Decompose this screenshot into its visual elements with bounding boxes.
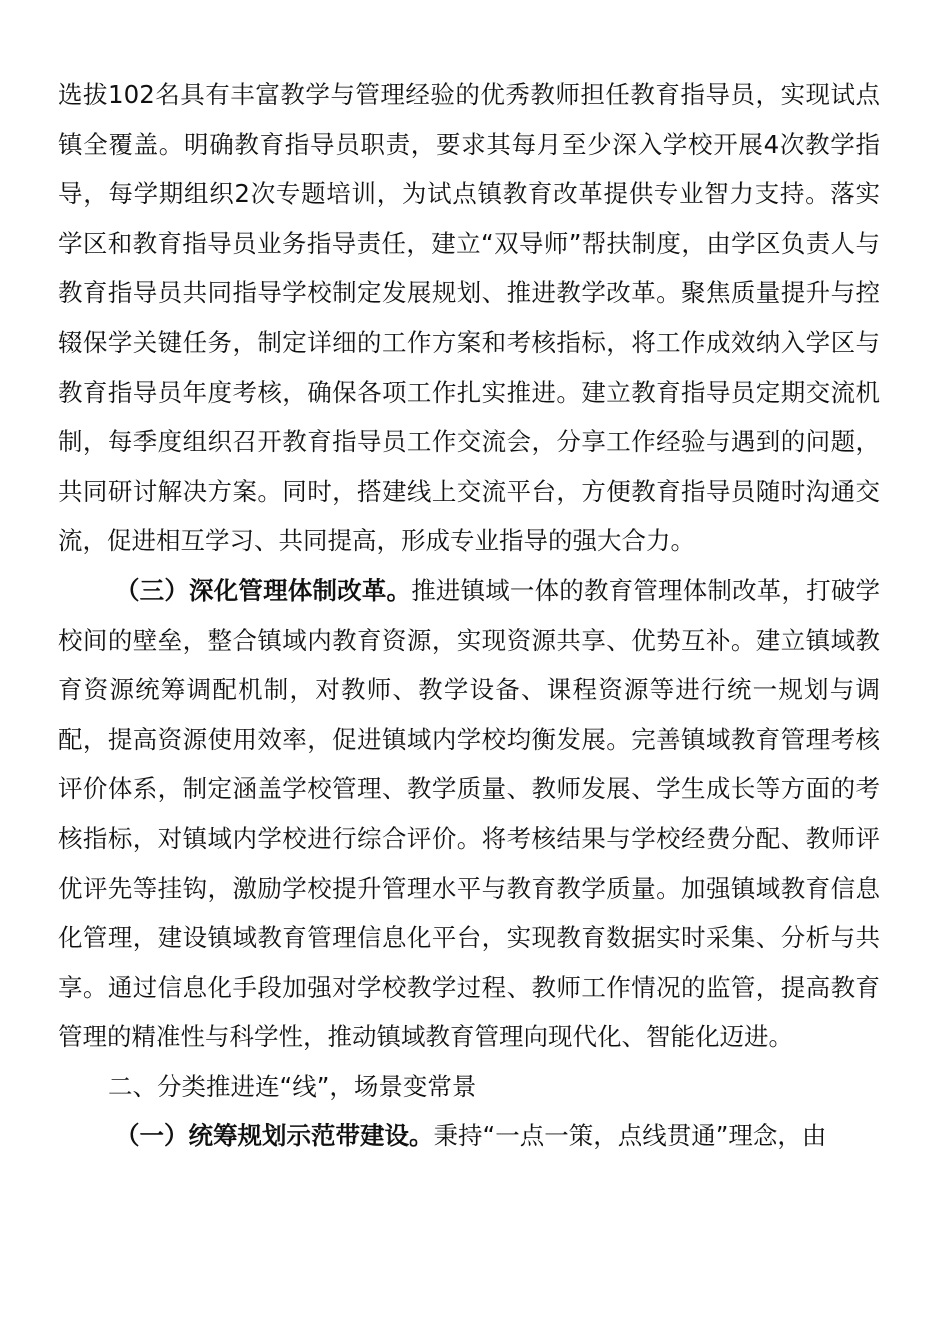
document-page [58, 70, 880, 1161]
paragraph-teaching-supervisors: 选拔102名具有丰富教学与管理经验的优秀教师担任教育指导员，实现试点镇全覆盖。明确教育指导员职责，要求其每月至少深入学校开展4次教学指导，每学期组织2次专题培训，为试点镇教育改革提供专业智力支持。落实学区和教育指导员业务指导责任，建立“双导师”帮扶制度，由学区负责人与教育指导员共同指导学校制定发展规划、推进教学改革。聚焦质量提升与控辍保学关键任务，制定详细的工作方案和考核指标，将工作成效纳入学区与教育指导员年度考核，确保各项工作扎实推进。建立教育指导员定期交流机制，每季度组织召开教育指导员工作交流会，分享工作经验与遇到的问题，共同研讨解决方案。同时，搭建线上交流平台，方便教育指导员随时沟通交流，促进相互学习、共同提高，形成专业指导的强大合力。 [58, 80, 880, 556]
section-heading-two: 二、分类推进连“线”，场景变常景 [108, 1071, 477, 1101]
paragraph-demonstration-belt [58, 1111, 880, 1161]
subheading-demonstration-belt: （一）统筹规划示范带建设。 [115, 1121, 434, 1151]
paragraph-management-reform [58, 566, 880, 1062]
paragraph-demonstration-belt-body: 秉持“一点一策，点线贯通”理念，由 [433, 1121, 827, 1151]
paragraph-management-reform-body: 推进镇域一体的教育管理体制改革，打破学校间的壁垒，整合镇域内教育资源，实现资源共享、优势互补。建立镇域教育资源统筹调配机制，对教师、教学设备、课程资源等进行统一规划与调配，提高资源使用效率，促进镇域内学校均衡发展。完善镇域教育管理考核评价体系，制定涵盖学校管理、教学质量、教师发展、学生成长等方面的考核指标，对镇域内学校进行综合评价。将考核结果与学校经费分配、教师评优评先等挂钩，激励学校提升管理水平与教育教学质量。加强镇域教育信息化管理，建设镇域教育管理信息化平台，实现教育数据实时采集、分析与共享。通过信息化手段加强对学校教学过程、教师工作情况的监管，提高教育管理的精准性与科学性，推动镇域教育管理向现代化、智能化迈进。 [58, 575, 881, 1052]
subheading-deepen-management-reform: （三）深化管理体制改革。 [115, 575, 412, 605]
